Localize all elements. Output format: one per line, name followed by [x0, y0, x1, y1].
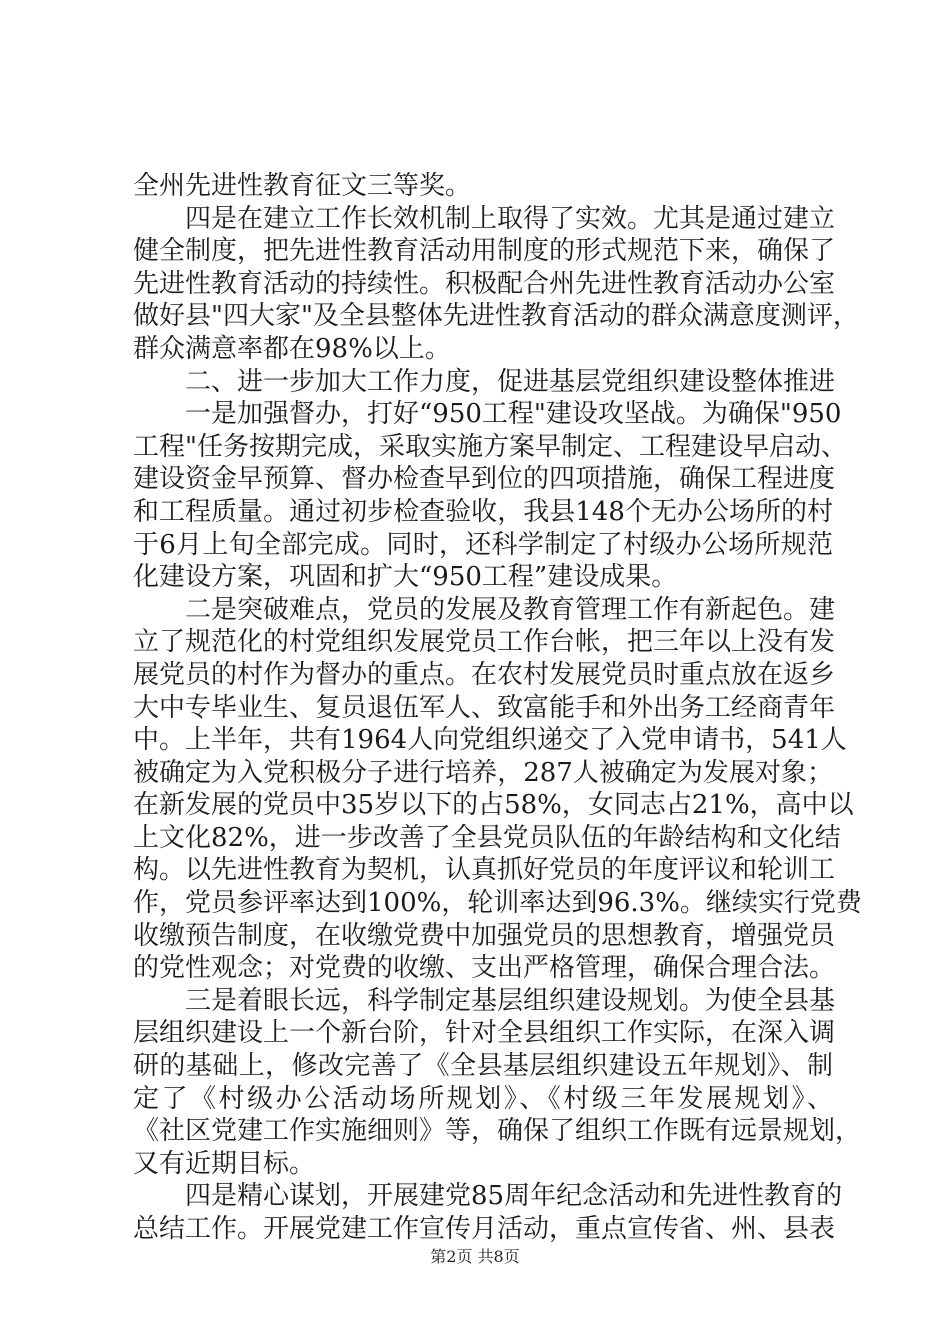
text-line: 定了《村级办公活动场所规划》、《村级三年发展规划》、	[133, 1083, 833, 1114]
text-line: 一是加强督办，打好“950工程"建设攻坚战。为确保"950	[185, 399, 842, 430]
text-line: 被确定为入党积极分子进行培养，287人被确定为发展对象；	[133, 757, 833, 788]
text-line: 展党员的村作为督办的重点。在农村发展党员时重点放在返乡	[133, 659, 836, 690]
document-body	[133, 170, 862, 1246]
text-line: 于6月上旬全部完成。同时，还科学制定了村级办公场所规范	[133, 529, 833, 560]
text-line: 立了规范化的村党组织发展党员工作台帐，把三年以上没有发	[133, 627, 836, 658]
text-line: 研的基础上，修改完善了《全县基层组织建设五年规划》、制	[133, 1051, 833, 1082]
text-line: 和工程质量。通过初步检查验收，我县148个无办公场所的村	[133, 496, 833, 527]
text-line: 大中专毕业生、复员退伍军人、致富能手和外出务工经商青年	[133, 692, 836, 723]
text-line: 的党性观念；对党费的收缴、支出严格管理，确保合理合法。	[133, 953, 836, 984]
text-line: 三是着眼长远，科学制定基层组织建设规划。为使全县基	[185, 985, 836, 1016]
text-line: 《社区党建工作实施细则》等，确保了组织工作既有远景规划，	[133, 1116, 862, 1147]
text-line: 又有近期目标。	[133, 1148, 316, 1179]
text-line: 全州先进性教育征文三等奖。	[133, 171, 472, 201]
text-line: 工程"任务按期完成，采取实施方案早制定、工程建设早启动、	[133, 431, 847, 462]
text-line: 二是突破难点，党员的发展及教育管理工作有新起色。建	[185, 594, 836, 625]
text-line: 群众满意率都在98%以上。	[133, 333, 451, 364]
text-line: 在新发展的党员中35岁以下的占58%，女同志占21%，高中以	[133, 790, 854, 821]
text-line: 四是精心谋划，开展建党85周年纪念活动和先进性教育的	[185, 1181, 843, 1212]
text-line: 做好县"四大家"及全县整体先进性教育活动的群众满意度测评，	[133, 301, 859, 332]
page-number-footer: 第2页 共8页	[430, 1247, 520, 1266]
text-line: 健全制度，把先进性教育活动用制度的形式规范下来，确保了	[133, 236, 836, 267]
text-line: 先进性教育活动的持续性。积极配合州先进性教育活动办公室	[133, 268, 836, 299]
text-line: 收缴预告制度，在收缴党费中加强党员的思想教育，增强党员	[133, 920, 836, 951]
text-line: 上文化82%，进一步改善了全县党员队伍的年龄结构和文化结	[133, 822, 841, 853]
text-line: 二、进一步加大工作力度，促进基层党组织建设整体推进	[185, 366, 836, 397]
text-line: 总结工作。开展党建工作宣传月活动，重点宣传省、州、县表	[133, 1214, 836, 1244]
text-line: 构。以先进性教育为契机，认真抓好党员的年度评议和轮训工	[133, 855, 836, 886]
text-line: 建设资金早预算、督办检查早到位的四项措施，确保工程进度	[133, 464, 836, 495]
text-line: 四是在建立工作长效机制上取得了实效。尤其是通过建立	[185, 203, 836, 234]
text-line: 中。上半年，共有1964人向党组织递交了入党申请书，541人	[133, 725, 847, 756]
text-line: 化建设方案，巩固和扩大“950工程”建设成果。	[133, 562, 678, 593]
text-line: 层组织建设上一个新台阶，针对全县组织工作实际，在深入调	[133, 1018, 836, 1049]
text-line: 作，党员参评率达到100%，轮训率达到96.3%。继续实行党费	[133, 888, 862, 919]
